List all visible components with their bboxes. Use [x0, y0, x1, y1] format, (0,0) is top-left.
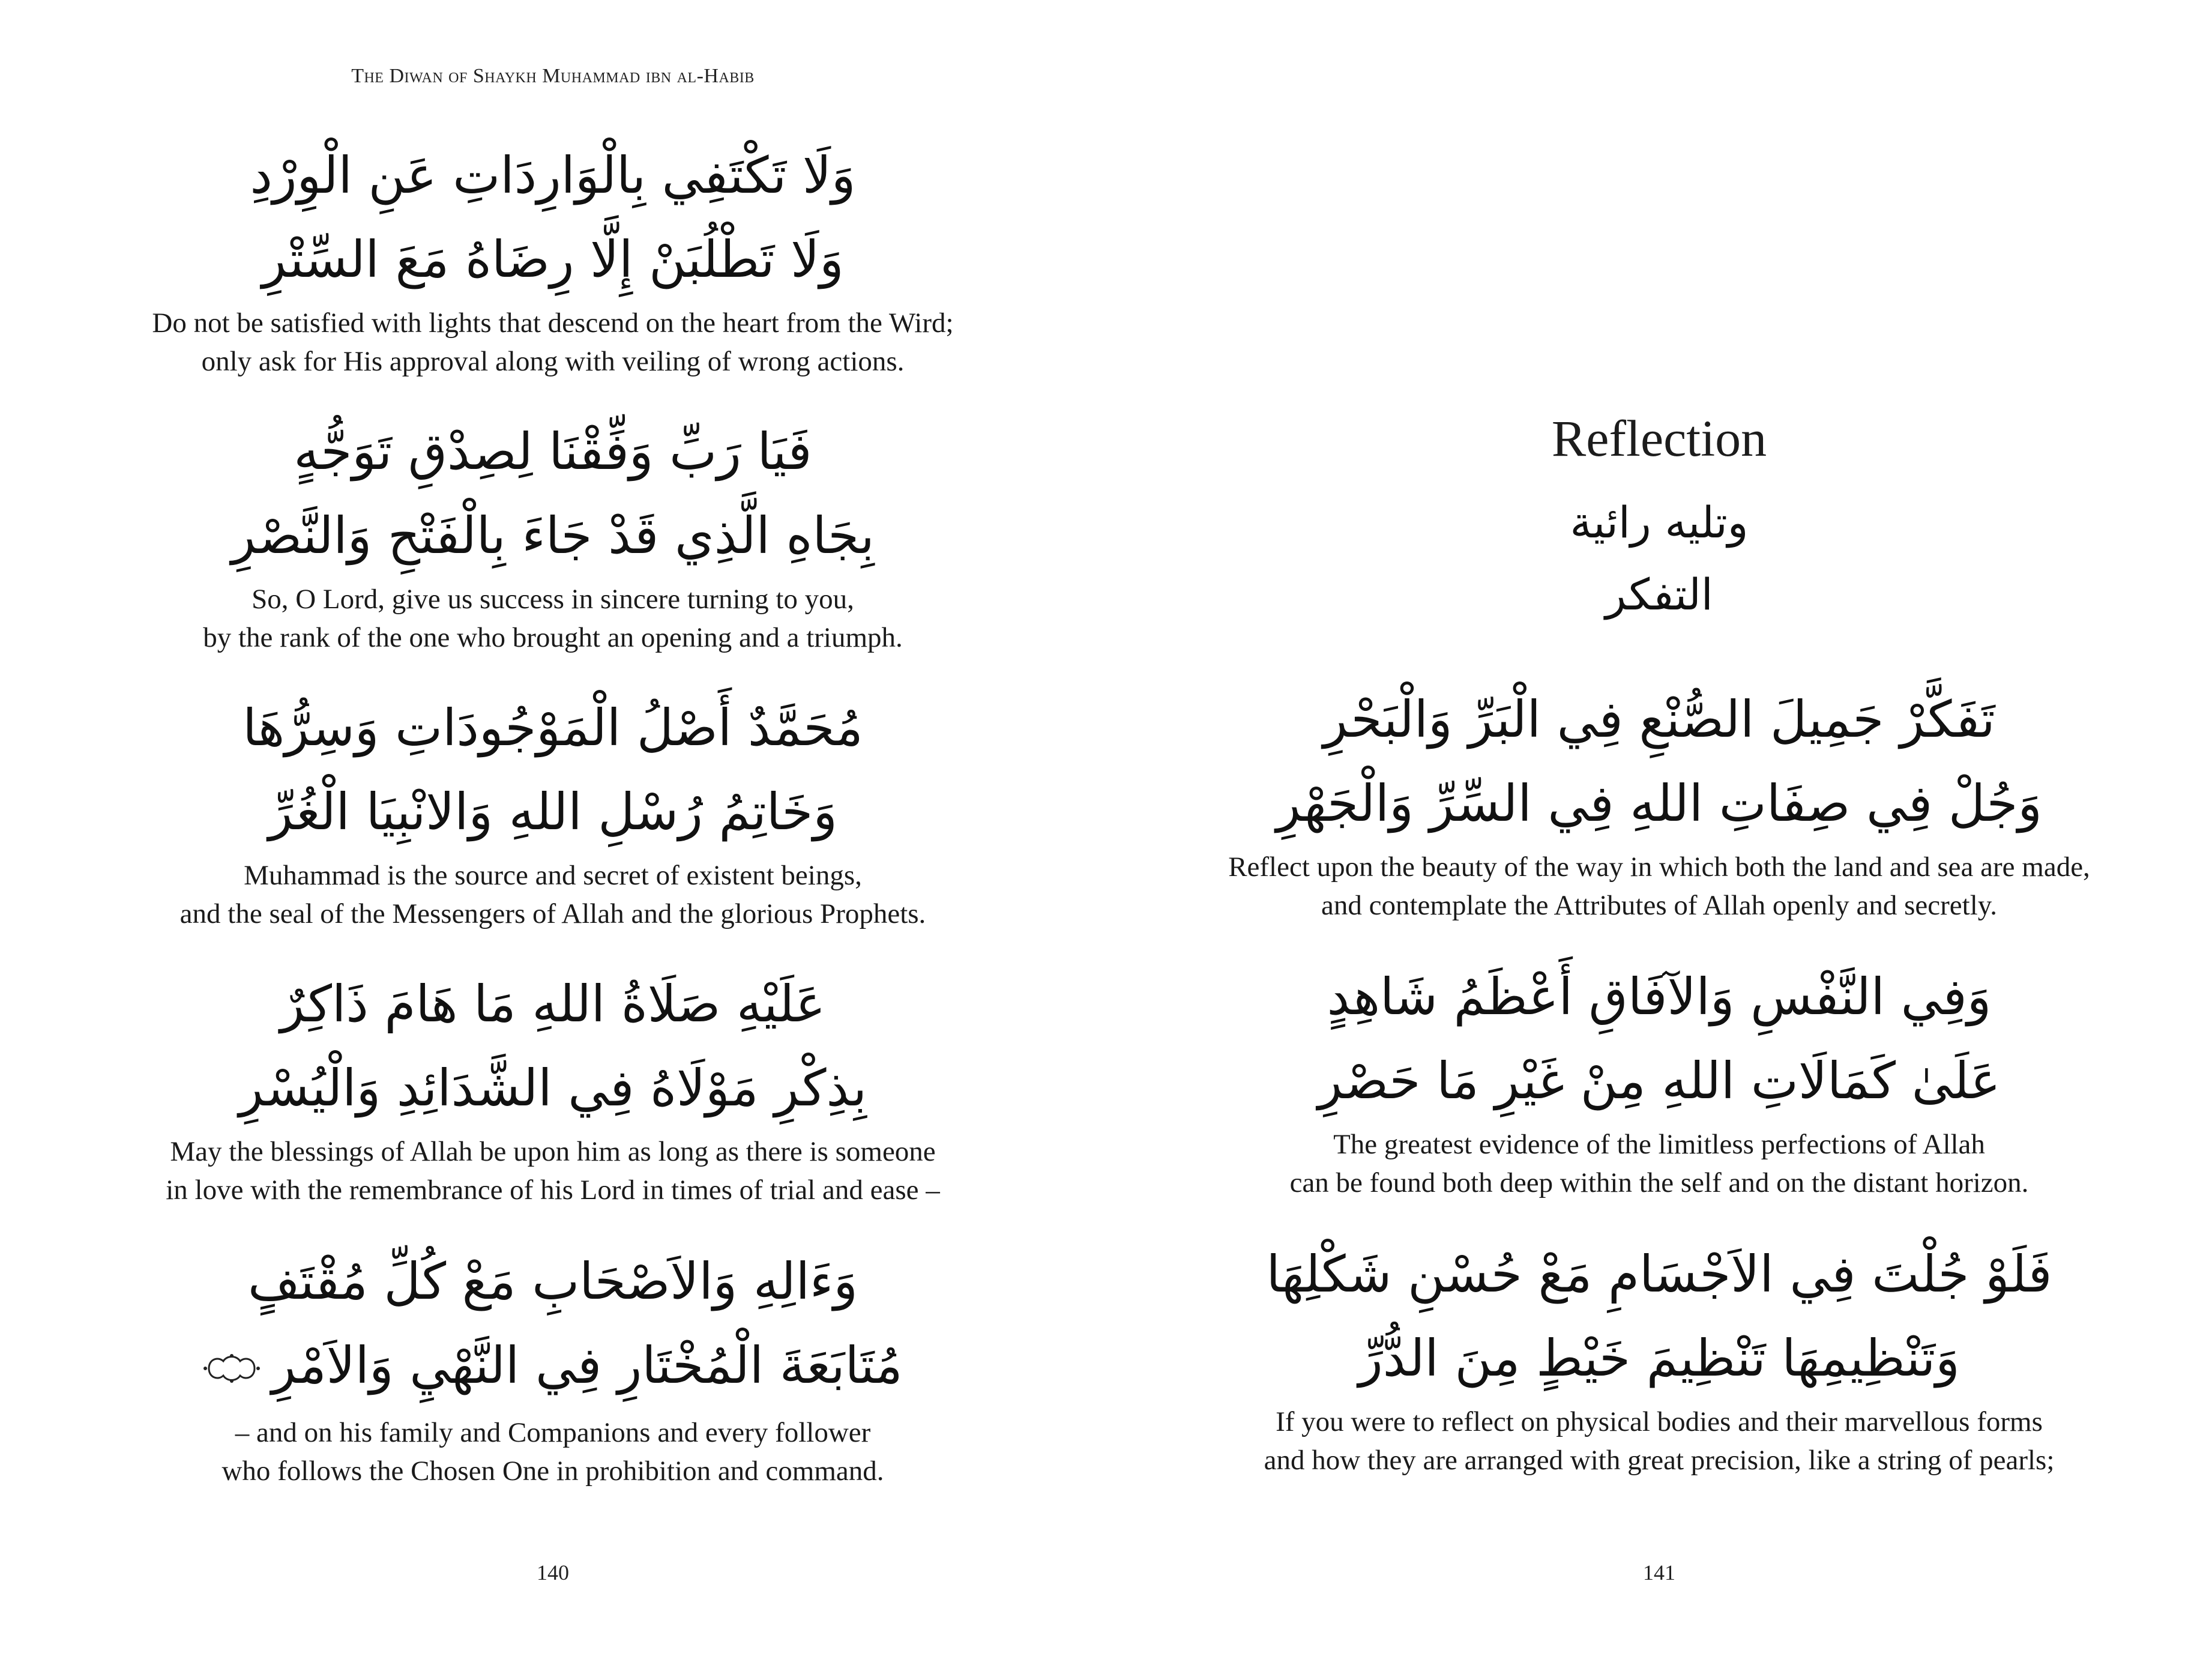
arabic-verse-line: بِجَاهِ الَّذِي قَدْ جَاءَ بِالْفَتْحِ وَالنَّصْرِ: [231, 506, 875, 565]
english-translation-line: who follows the Chosen One in prohibition and command.: [222, 1455, 884, 1487]
right-page: [1106, 0, 2212, 1659]
english-translation-line: Do not be satisfied with lights that descend on the heart from the Wird;: [152, 307, 954, 339]
running-head: The Diwan of Shaykh Muhammad ibn al-Habib: [351, 65, 755, 87]
english-translation-line: and contemplate the Attributes of Allah openly and secretly.: [1321, 890, 1997, 921]
arabic-verse-line: وَلَا تَكْتَفِي بِالْوَارِدَاتِ عَنِ الْوِرْدِ: [250, 146, 856, 205]
arabic-verse-line: وَتَنْظِيمِهَا تَنْظِيمَ خَيْطٍ مِنَ الدُّرِّ: [1358, 1329, 1960, 1388]
verse-stanza: [1106, 677, 2212, 925]
verse-stanza: [0, 1239, 1106, 1490]
arabic-verse-line: عَلَيْهِ صَلَاةُ اللهِ مَا هَامَ ذَاكِرٌ: [280, 975, 826, 1033]
arabic-verse-line: فَيَا رَبِّ وَفِّقْنَا لِصِدْقِ تَوَجُّهٍ: [294, 422, 812, 481]
verse-stanza: [0, 686, 1106, 933]
english-translation-line: – and on his family and Companions and every follower: [235, 1417, 871, 1449]
arabic-verse-line: وَلَا تَطْلُبَنْ إِلَّا رِضَاهُ مَعَ السِّتْرِ: [262, 230, 844, 289]
arabic-verse-line: وَفِي النَّفْسِ وَالآفَاقِ أَعْظَمُ شَاهِدٍ: [1327, 967, 1992, 1026]
english-translation-line: Muhammad is the source and secret of existent beings,: [244, 860, 862, 891]
arabic-verse-line: بِذِكْرِ مَوْلَاهُ فِي الشَّدَائِدِ وَالْيُسْرِ: [239, 1059, 867, 1117]
section-title: Reflection: [1551, 409, 1767, 467]
arabic-verse-line: وَءَالِهِ وَالاَصْحَابِ مَعْ كُلِّ مُقْتَفٍ: [248, 1252, 858, 1311]
arabic-verse-line-with-ornament: [0, 1323, 1106, 1411]
section-subtitle-arabic: التفكر: [1605, 569, 1713, 620]
verse-stanza: [0, 409, 1106, 657]
arabic-verse-line: وَخَاتِمُ رُسْلِ اللهِ وَالانْبِيَا الْغُرِّ: [268, 782, 837, 841]
verse-end-ornament-icon: [203, 1327, 261, 1411]
arabic-verse-line: مُحَمَّدٌ أَصْلُ الْمَوْجُودَاتِ وَسِرُّهَا: [243, 698, 863, 757]
english-translation-line: and the seal of the Messengers of Allah and the glorious Prophets.: [179, 898, 926, 929]
verse-stanza: [0, 962, 1106, 1209]
english-translation-line: The greatest evidence of the limitless perfections of Allah: [1333, 1129, 1985, 1160]
english-translation-line: Reflect upon the beauty of the way in which both the land and sea are made,: [1228, 851, 2090, 883]
verse-stanza: [1106, 1232, 2212, 1479]
arabic-verse-line: عَلَىٰ كَمَالَاتِ اللهِ مِنْ غَيْرِ مَا حَصْرِ: [1318, 1051, 2001, 1110]
english-translation-line: only ask for His approval along with veiling of wrong actions.: [201, 346, 905, 377]
arabic-verse-line: تَفَكَّرْ جَمِيلَ الصُّنْعِ فِي الْبَرِّ وَالْبَحْرِ: [1323, 690, 1995, 749]
english-translation-line: If you were to reflect on physical bodies and their marvellous forms: [1276, 1406, 2043, 1437]
page-number: 140: [537, 1561, 569, 1585]
english-translation-line: can be found both deep within the self and on the distant horizon.: [1289, 1167, 2029, 1198]
arabic-verse-line: وَجُلْ فِي صِفَاتِ اللهِ فِي السِّرِّ وَالْجَهْرِ: [1276, 774, 2042, 833]
verse-stanza: [0, 133, 1106, 381]
english-translation-line: in love with the remembrance of his Lord in times of trial and ease –: [166, 1174, 940, 1206]
page-number: 141: [1643, 1561, 1675, 1585]
english-translation-line: by the rank of the one who brought an opening and a triumph.: [203, 622, 903, 653]
arabic-verse-line: فَلَوْ جُلْتَ فِي الاَجْسَامِ مَعْ حُسْنِ شَكْلِهَا: [1266, 1245, 2052, 1304]
verse-stanza: [1106, 955, 2212, 1202]
english-translation-line: May the blessings of Allah be upon him as long as there is someone: [170, 1136, 936, 1167]
english-translation-line: So, O Lord, give us success in sincere turning to you,: [252, 584, 854, 615]
english-translation-line: and how they are arranged with great precision, like a string of pearls;: [1264, 1445, 2055, 1476]
section-title-arabic: وتليه رائية: [1570, 497, 1749, 548]
arabic-verse-text: مُتَابَعَةَ الْمُخْتَارِ فِي النَّهْيِ وَالاَمْرِ: [271, 1336, 903, 1395]
